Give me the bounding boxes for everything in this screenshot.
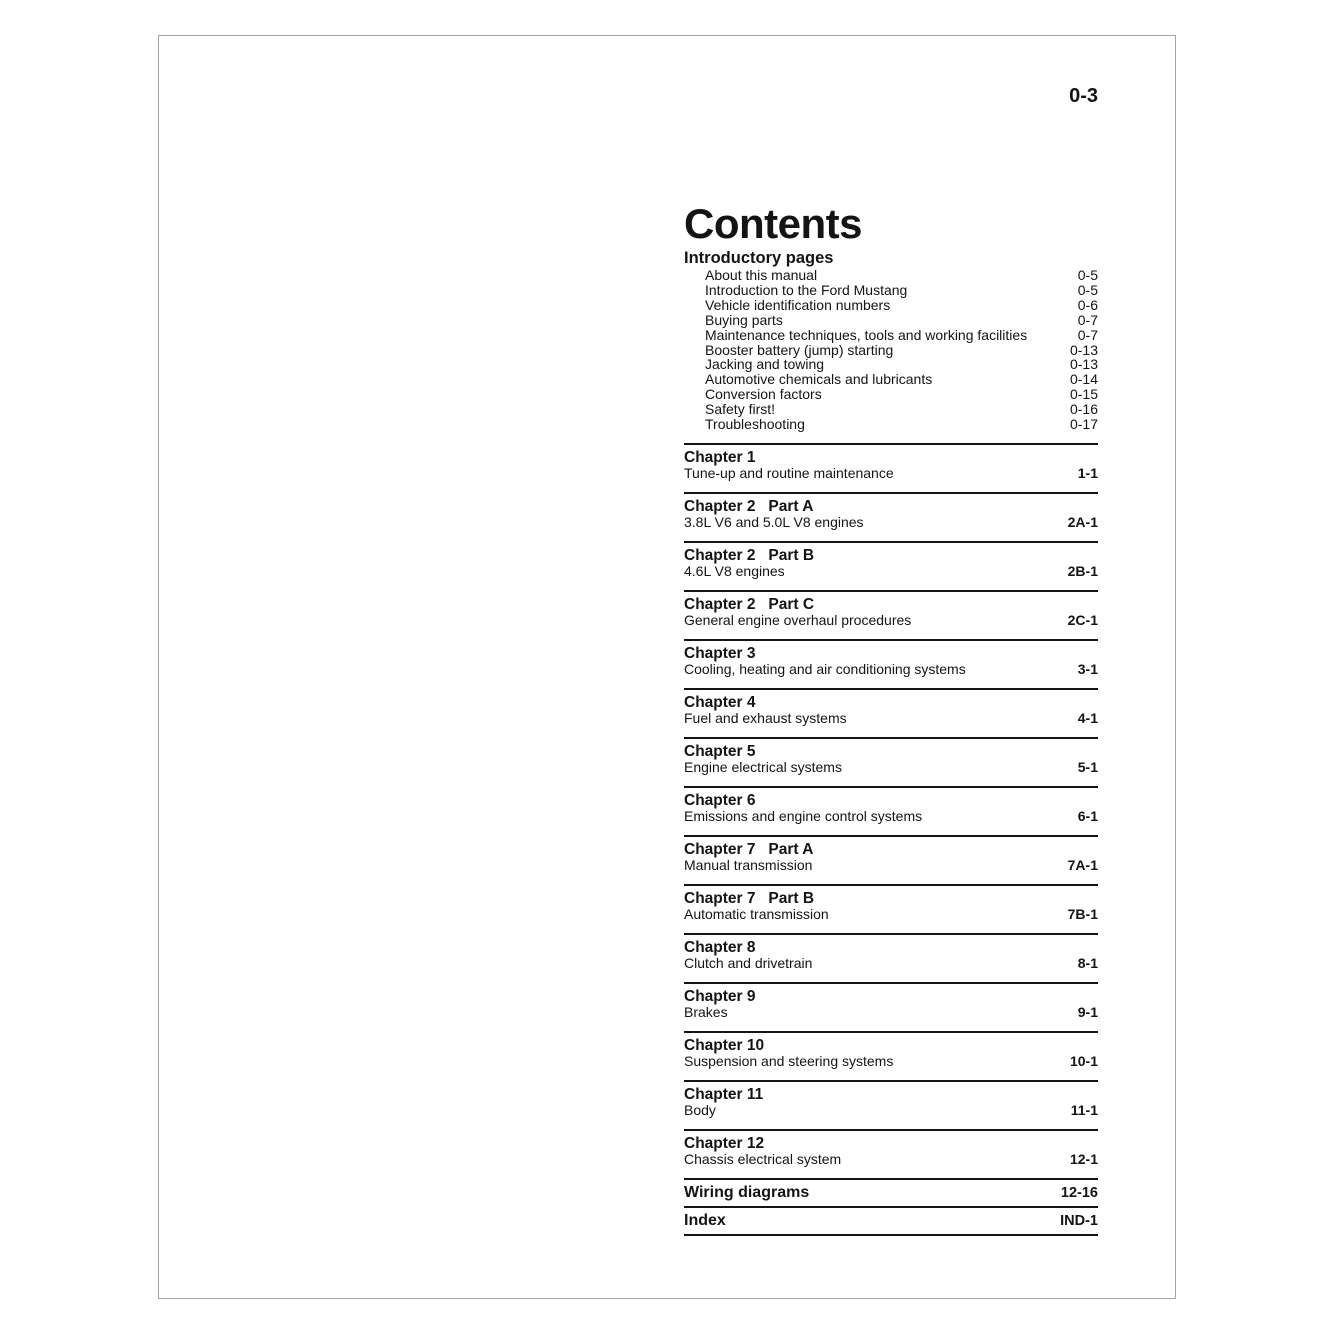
chapter-page-ref: 10-1 <box>1069 1052 1098 1069</box>
intro-item-page: 0-14 <box>1069 371 1098 388</box>
intro-item-label: Safety first! <box>705 401 776 418</box>
chapter-desc-row <box>684 1054 1098 1069</box>
chapter-heading: Chapter 3 <box>684 644 756 662</box>
chapter-page-ref: 7B-1 <box>1067 905 1098 922</box>
intro-item-label: Introduction to the Ford Mustang <box>705 281 908 298</box>
chapter-description: Fuel and exhaust systems <box>684 709 847 726</box>
chapter-list <box>684 443 1098 1236</box>
intro-item <box>684 357 1098 372</box>
intro-item-page: 0-13 <box>1069 356 1098 373</box>
intro-item-label: Automotive chemicals and lubricants <box>705 371 933 388</box>
chapter-heading: Chapter 4 <box>684 693 756 711</box>
footer-entry-page-ref: 12-16 <box>1060 1184 1098 1201</box>
intro-item-page: 0-5 <box>1077 267 1098 283</box>
chapter-page-ref: 4-1 <box>1077 709 1098 726</box>
intro-item <box>684 313 1098 328</box>
chapter-heading: Chapter 9 <box>684 987 756 1005</box>
chapter-heading: Chapter 11 <box>684 1085 764 1103</box>
intro-item-page: 0-17 <box>1069 416 1098 433</box>
chapter-heading: Chapter 8 <box>684 938 756 956</box>
chapter-description: Manual transmission <box>684 856 813 873</box>
footer-entry-label: Index <box>684 1211 726 1229</box>
chapter-description: Tune-up and routine maintenance <box>684 464 894 481</box>
chapter-description: Emissions and engine control systems <box>684 807 923 824</box>
intro-item-label: Buying parts <box>705 311 783 328</box>
intro-item-page: 0-7 <box>1077 311 1098 328</box>
intro-item <box>684 298 1098 313</box>
chapter-heading: Chapter 7 Part B <box>684 889 815 907</box>
chapter-block <box>684 737 1098 786</box>
chapter-block <box>684 443 1098 492</box>
contents-column <box>684 36 1098 1236</box>
chapter-desc-row <box>684 1103 1098 1118</box>
chapter-heading: Chapter 5 <box>684 742 756 760</box>
footer-entry-label: Wiring diagrams <box>684 1183 810 1201</box>
chapter-desc-row <box>684 956 1098 971</box>
chapter-page-ref: 1-1 <box>1077 464 1098 481</box>
chapter-description: Engine electrical systems <box>684 758 842 775</box>
intro-item-page: 0-16 <box>1069 401 1098 418</box>
chapter-description: Automatic transmission <box>684 905 829 922</box>
intro-item-label: Troubleshooting <box>705 416 805 433</box>
intro-item <box>684 417 1098 432</box>
chapter-heading: Chapter 7 Part A <box>684 840 814 858</box>
chapter-block <box>684 541 1098 590</box>
chapter-heading: Chapter 6 <box>684 791 756 809</box>
chapter-block <box>684 982 1098 1031</box>
chapter-block <box>684 786 1098 835</box>
chapter-heading: Chapter 10 <box>684 1036 765 1054</box>
chapter-block <box>684 884 1098 933</box>
intro-item-page: 0-6 <box>1077 296 1098 313</box>
chapter-desc-row <box>684 711 1098 726</box>
intro-item <box>684 343 1098 358</box>
chapter-page-ref: 2A-1 <box>1067 513 1098 530</box>
chapter-description: 4.6L V8 engines <box>684 562 785 579</box>
chapter-desc-row <box>684 858 1098 873</box>
footer-entry <box>684 1178 1098 1206</box>
page-number: 0-3 <box>1069 85 1098 107</box>
chapter-description: Body <box>684 1101 716 1118</box>
chapter-block <box>684 688 1098 737</box>
chapter-block <box>684 639 1098 688</box>
footer-entry <box>684 1206 1098 1234</box>
chapter-page-ref: 3-1 <box>1077 660 1098 677</box>
chapter-page-ref: 2B-1 <box>1067 562 1098 579</box>
chapter-desc-row <box>684 809 1098 824</box>
intro-item-label: Vehicle identification numbers <box>705 296 891 313</box>
chapter-desc-row <box>684 515 1098 530</box>
intro-item-page: 0-5 <box>1077 281 1098 298</box>
intro-item <box>684 328 1098 343</box>
chapter-page-ref: 2C-1 <box>1067 611 1098 628</box>
manual-page-sheet <box>158 35 1176 1299</box>
chapter-description: Chassis electrical system <box>684 1150 842 1167</box>
chapter-description: Cooling, heating and air conditioning systems <box>684 660 966 677</box>
chapter-desc-row <box>684 907 1098 922</box>
chapter-page-ref: 7A-1 <box>1067 856 1098 873</box>
chapter-desc-row <box>684 1005 1098 1020</box>
intro-item <box>684 268 1098 283</box>
chapter-block <box>684 1129 1098 1178</box>
footer-entry-page-ref: IND-1 <box>1060 1212 1098 1229</box>
chapter-heading: Chapter 2 Part C <box>684 595 815 613</box>
chapter-desc-row <box>684 613 1098 628</box>
chapter-desc-row <box>684 564 1098 579</box>
chapter-block <box>684 1080 1098 1129</box>
chapter-description: 3.8L V6 and 5.0L V8 engines <box>684 513 864 530</box>
chapter-description: Clutch and drivetrain <box>684 954 813 971</box>
chapter-page-ref: 8-1 <box>1077 954 1098 971</box>
intro-item-page: 0-15 <box>1069 386 1098 403</box>
intro-item <box>684 372 1098 387</box>
chapter-block <box>684 1031 1098 1080</box>
chapter-heading: Chapter 1 <box>684 448 756 466</box>
chapter-description: Suspension and steering systems <box>684 1052 894 1069</box>
intro-item-label: Booster battery (jump) starting <box>705 341 894 358</box>
chapter-description: General engine overhaul procedures <box>684 611 912 628</box>
chapter-page-ref: 6-1 <box>1077 807 1098 824</box>
chapter-block <box>684 590 1098 639</box>
chapter-desc-row <box>684 1152 1098 1167</box>
chapter-page-ref: 11-1 <box>1070 1101 1098 1118</box>
intro-item-label: Maintenance techniques, tools and working facilities <box>705 326 1028 343</box>
chapter-heading: Chapter 2 Part A <box>684 497 814 515</box>
intro-item <box>684 387 1098 402</box>
chapter-heading: Chapter 12 <box>684 1134 765 1152</box>
chapter-block <box>684 933 1098 982</box>
intro-item-label: Conversion factors <box>705 386 822 403</box>
chapter-desc-row <box>684 662 1098 677</box>
intro-item-label: Jacking and towing <box>705 356 825 373</box>
chapter-desc-row <box>684 466 1098 481</box>
chapter-heading: Chapter 2 Part B <box>684 546 815 564</box>
contents-title: Contents <box>684 200 862 247</box>
chapter-page-ref: 5-1 <box>1077 758 1098 775</box>
chapter-page-ref: 9-1 <box>1077 1003 1098 1020</box>
chapter-desc-row <box>684 760 1098 775</box>
intro-item-page: 0-13 <box>1069 341 1098 358</box>
chapter-block <box>684 835 1098 884</box>
intro-heading: Introductory pages <box>684 249 834 267</box>
intro-item-page: 0-7 <box>1077 326 1098 343</box>
intro-list <box>684 268 1098 432</box>
intro-item-label: About this manual <box>705 267 818 283</box>
chapter-page-ref: 12-1 <box>1069 1150 1098 1167</box>
chapter-block <box>684 492 1098 541</box>
intro-item <box>684 402 1098 417</box>
chapter-description: Brakes <box>684 1003 728 1020</box>
intro-item <box>684 283 1098 298</box>
